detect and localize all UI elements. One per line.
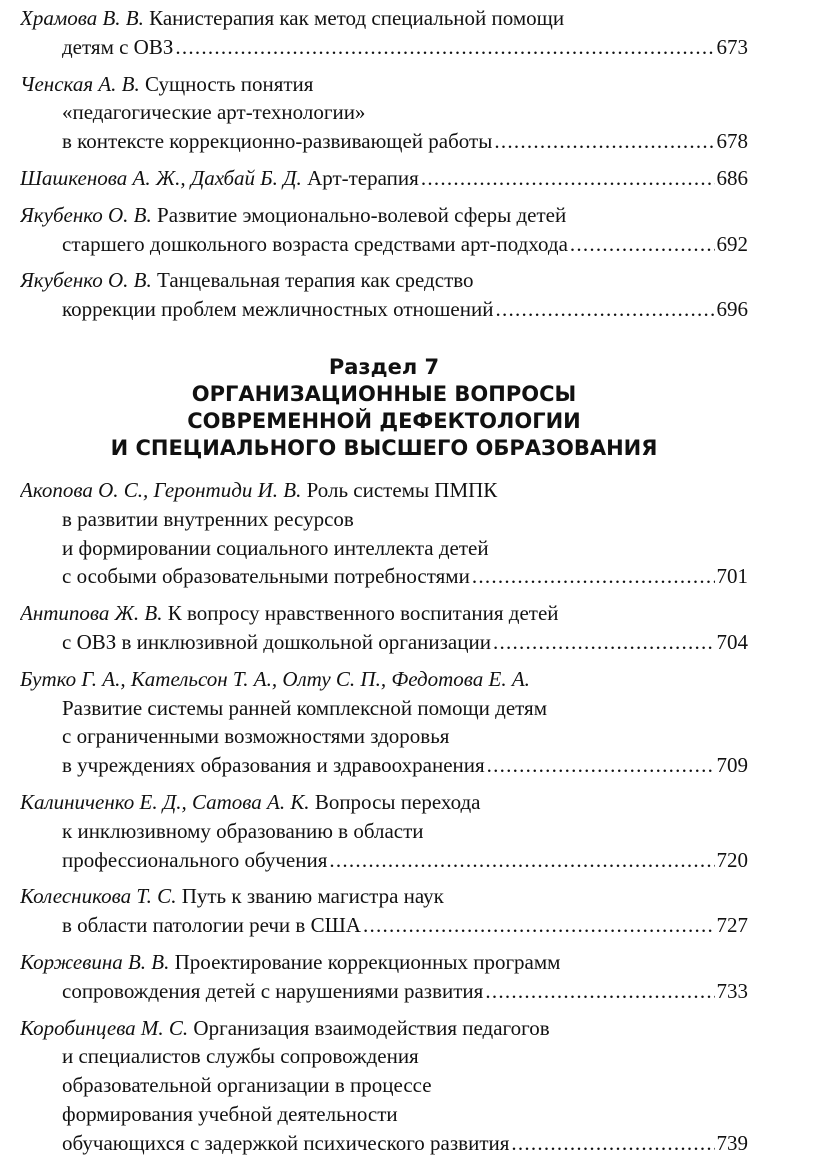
toc-entry bbox=[20, 70, 748, 156]
leader-dots bbox=[329, 846, 714, 875]
entry-author: Шашкенова А. Ж., Дахбай Б. Д. bbox=[20, 165, 302, 190]
toc-entry bbox=[20, 882, 748, 940]
entry-title-line: в области патологии речи в США bbox=[62, 913, 361, 938]
leader-dots bbox=[485, 977, 714, 1006]
entry-page-number[interactable]: 733 bbox=[716, 978, 748, 1003]
entry-title-line: обучающихся с задержкой психического развития bbox=[62, 1130, 510, 1155]
entry-title-line: к инклюзивному образованию в области bbox=[62, 818, 424, 843]
entry-title-line: Сущность понятия bbox=[145, 71, 314, 96]
entry-title-line: и формировании социального интеллекта детей bbox=[62, 535, 489, 560]
entry-author: Якубенко О. В. bbox=[20, 202, 152, 227]
toc-entry bbox=[20, 1014, 748, 1158]
entry-page-number[interactable]: 696 bbox=[716, 297, 748, 322]
entry-title-line: в развитии внутренних ресурсов bbox=[62, 506, 354, 531]
entry-title-line: в контексте коррекционно-развивающей работы bbox=[62, 129, 493, 154]
entry-title-line: Роль системы ПМПК bbox=[306, 477, 498, 502]
leader-dots bbox=[511, 1129, 714, 1158]
entry-title-line: профессионального обучения bbox=[62, 847, 328, 872]
entry-title-line: детям с ОВЗ bbox=[62, 34, 174, 59]
entry-page-number[interactable]: 727 bbox=[716, 913, 748, 938]
entry-author: Ченская А. В. bbox=[20, 71, 140, 96]
entry-author: Якубенко О. В. bbox=[20, 268, 152, 293]
section-heading bbox=[20, 354, 748, 462]
leader-dots bbox=[570, 230, 715, 259]
entry-page-number[interactable]: 673 bbox=[716, 34, 748, 59]
toc-entry bbox=[20, 948, 748, 1006]
entry-page-number[interactable]: 720 bbox=[716, 847, 748, 872]
toc-entry bbox=[20, 201, 748, 259]
entry-title-line: Вопросы перехода bbox=[314, 789, 481, 814]
entry-title-line: коррекции проблем межличностных отношений bbox=[62, 297, 494, 322]
entry-page-number[interactable]: 686 bbox=[716, 165, 748, 190]
leader-dots bbox=[495, 295, 714, 324]
entry-title-line: Канистерапия как метод специальной помощи bbox=[149, 6, 565, 30]
entry-author: Антипова Ж. В. bbox=[20, 601, 163, 626]
entry-title-line: формирования учебной деятельности bbox=[62, 1101, 398, 1126]
entry-title-line: Развитие эмоционально-волевой сферы детей bbox=[157, 202, 567, 227]
entry-author: Колесникова Т. С. bbox=[20, 884, 177, 909]
section-label: Раздел 7 bbox=[328, 354, 440, 379]
entry-author: Бутко Г. А., Кательсон Т. А., Олту С. П., Федотова Е. А. bbox=[20, 666, 530, 691]
toc-entry bbox=[20, 476, 748, 591]
leader-dots bbox=[494, 127, 714, 156]
toc-entry bbox=[20, 4, 748, 62]
leader-dots bbox=[421, 164, 715, 193]
entry-title-line: Развитие системы ранней комплексной помощи детям bbox=[62, 695, 547, 720]
entry-title-line: с особыми образовательными потребностями bbox=[62, 564, 470, 589]
entry-title-line: К вопросу нравственного воспитания детей bbox=[167, 601, 559, 626]
entry-page-number[interactable]: 678 bbox=[716, 129, 748, 154]
toc-entry bbox=[20, 665, 748, 780]
entry-page-number[interactable]: 704 bbox=[716, 629, 748, 654]
entry-page-number[interactable]: 739 bbox=[716, 1130, 748, 1155]
entry-page-number[interactable]: 692 bbox=[716, 231, 748, 256]
toc-entry bbox=[20, 164, 748, 193]
leader-dots bbox=[472, 562, 715, 591]
toc-entry bbox=[20, 788, 748, 874]
toc-entry bbox=[20, 266, 748, 324]
section-title-line: СОВРЕМЕННОЙ ДЕФЕКТОЛОГИИ bbox=[187, 408, 581, 433]
entry-author: Калиниченко Е. Д., Сатова А. К. bbox=[20, 789, 310, 814]
section-title-line: ОРГАНИЗАЦИОННЫЕ ВОПРОСЫ bbox=[191, 381, 577, 406]
entry-title-line: с ограниченными возможностями здоровья bbox=[62, 724, 450, 749]
entry-author: Храмова В. В. bbox=[20, 6, 144, 30]
section-title-line: И СПЕЦИАЛЬНОГО ВЫСШЕГО ОБРАЗОВАНИЯ bbox=[110, 435, 658, 460]
entry-title-line: Организация взаимодействия педагогов bbox=[193, 1015, 550, 1040]
toc-entry bbox=[20, 599, 748, 657]
entry-author: Акопова О. С., Геронтиди И. В. bbox=[20, 477, 302, 502]
leader-dots bbox=[363, 911, 715, 940]
entry-author: Коробинцева М. С. bbox=[20, 1015, 189, 1040]
entry-title-line: Проектирование коррекционных программ bbox=[174, 949, 561, 974]
leader-dots bbox=[487, 751, 715, 780]
entry-title-line: образовательной организации в процессе bbox=[62, 1073, 432, 1098]
entry-title-line: и специалистов службы сопровождения bbox=[62, 1044, 419, 1069]
entry-page-number[interactable]: 709 bbox=[716, 753, 748, 778]
entry-title-line: в учреждениях образования и здравоохранения bbox=[62, 753, 485, 778]
leader-dots bbox=[493, 628, 715, 657]
leader-dots bbox=[175, 33, 714, 62]
entry-title-line: сопровождения детей с нарушениями развития bbox=[62, 978, 484, 1003]
entry-page-number[interactable]: 701 bbox=[716, 564, 748, 589]
entry-title-line: Арт-терапия bbox=[307, 165, 419, 190]
entry-title-line: Танцевальная терапия как средство bbox=[157, 268, 474, 293]
entry-title-line: старшего дошкольного возраста средствами арт-подхода bbox=[62, 231, 568, 256]
table-of-contents bbox=[20, 4, 748, 1166]
entry-author: Коржевина В. В. bbox=[20, 949, 170, 974]
entry-title-line: Путь к званию магистра наук bbox=[181, 884, 444, 909]
entry-title-line: «педагогические арт-технологии» bbox=[62, 100, 366, 125]
entry-title-line: с ОВЗ в инклюзивной дошкольной организации bbox=[62, 629, 491, 654]
